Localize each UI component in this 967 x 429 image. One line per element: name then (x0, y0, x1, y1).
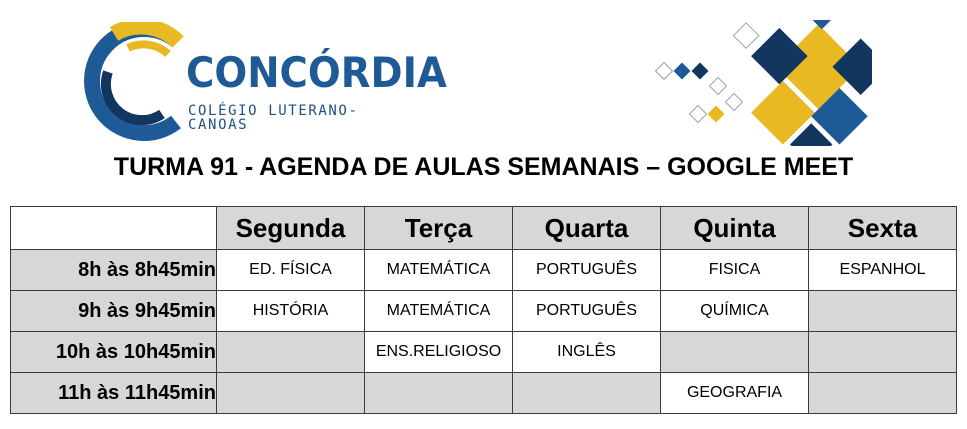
table-row (11, 373, 957, 414)
table-row (11, 291, 957, 332)
time-slot-label: 10h às 10h45min (11, 332, 217, 373)
time-slot-label: 11h às 11h45min (11, 373, 217, 414)
decorative-squares-graphic (652, 20, 872, 146)
empty-cell (513, 373, 661, 414)
class-cell: PORTUGUÊS (513, 291, 661, 332)
brand-subtitle: COLÉGIO LUTERANO-CANOAS (188, 103, 359, 133)
day-header-quarta: Quarta (513, 207, 661, 250)
time-slot-label: 8h às 8h45min (11, 250, 217, 291)
table-row (11, 332, 957, 373)
concordia-c-logo-icon (78, 22, 188, 142)
table-header-row (11, 207, 957, 250)
empty-cell (809, 291, 957, 332)
table-row (11, 250, 957, 291)
empty-cell (217, 332, 365, 373)
empty-cell (661, 332, 809, 373)
empty-cell (217, 373, 365, 414)
day-header-quinta: Quinta (661, 207, 809, 250)
empty-cell (809, 332, 957, 373)
weekly-schedule-table (10, 206, 957, 414)
day-header-terca: Terça (365, 207, 513, 250)
class-cell: INGLÊS (513, 332, 661, 373)
page-title: TURMA 91 - AGENDA DE AULAS SEMANAIS – GOOGLE MEET (113, 153, 854, 181)
empty-cell (365, 373, 513, 414)
class-cell: FISICA (661, 250, 809, 291)
class-cell: QUÍMICA (661, 291, 809, 332)
class-cell: ENS.RELIGIOSO (365, 332, 513, 373)
corner-cell (11, 207, 217, 250)
brand-name: CONCÓRDIA (186, 48, 447, 97)
class-cell: MATEMÁTICA (365, 250, 513, 291)
day-header-sexta: Sexta (809, 207, 957, 250)
class-cell: GEOGRAFIA (661, 373, 809, 414)
day-header-segunda: Segunda (217, 207, 365, 250)
class-cell: MATEMÁTICA (365, 291, 513, 332)
empty-cell (809, 373, 957, 414)
class-cell: HISTÓRIA (217, 291, 365, 332)
class-cell: PORTUGUÊS (513, 250, 661, 291)
school-logo (78, 22, 447, 142)
time-slot-label: 9h às 9h45min (11, 291, 217, 332)
class-cell: ESPANHOL (809, 250, 957, 291)
class-cell: ED. FÍSICA (217, 250, 365, 291)
